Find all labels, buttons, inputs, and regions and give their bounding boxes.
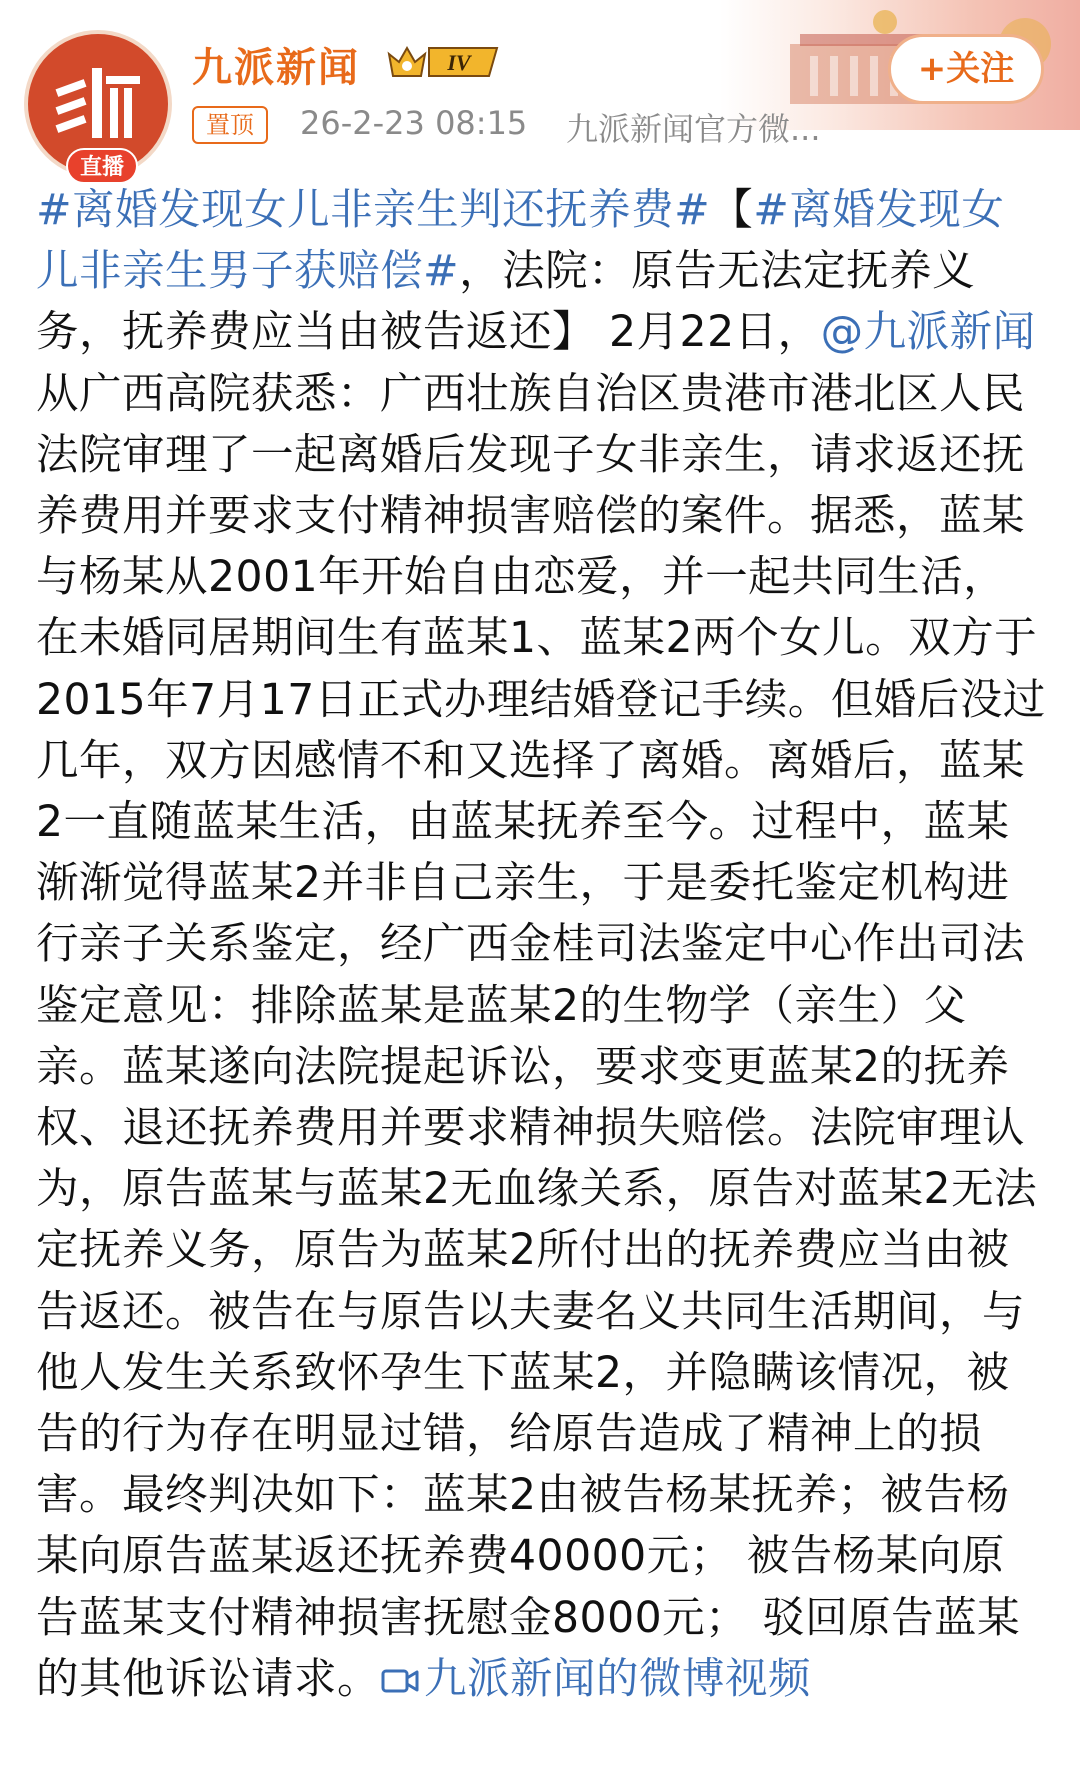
follow-button[interactable]: +关注 (888, 34, 1044, 104)
live-badge: 直播 (66, 148, 138, 184)
hashtag-link[interactable]: #离婚发现女儿非亲生男子获赔偿# (36, 186, 1005, 297)
post-text-segment: 【 (710, 186, 754, 235)
post-text-segment: ，法院：原告无法定抚养义务，抚养费应当由被告返还】 2月22日， (36, 247, 976, 358)
post-header (0, 0, 1080, 180)
pinned-tag: 置顶 (192, 106, 268, 144)
crown-icon (385, 40, 503, 82)
author-name[interactable]: 九派新闻 (192, 45, 360, 91)
vip-level-text: IV (447, 50, 471, 75)
hashtag-link[interactable]: #离婚发现女儿非亲生判还抚养费# (36, 186, 711, 235)
video-icon (380, 1665, 420, 1697)
avatar-logo-icon (48, 54, 148, 154)
mention-link[interactable]: @九派新闻 (820, 308, 1036, 358)
post-source[interactable]: 九派新闻官方微... (566, 110, 821, 148)
video-link[interactable] (380, 1655, 811, 1704)
avatar[interactable] (24, 30, 179, 185)
post-content (36, 180, 1046, 1710)
video-link-label: 九派新闻的微博视频 (424, 1654, 812, 1704)
post-timestamp: 26-2-23 08:15 (300, 104, 528, 142)
post-text-segment: 从广西高院获悉：广西壮族自治区贵港市港北区人民法院审理了一起离婚后发现子女非亲生，请求返还抚养费用并要求支付精神损害赔偿的案件。据悉，蓝某与杨某从2001年开始自由恋爱，并一起共同生活，在未婚同居期间生有蓝某1、蓝某2两个女儿。双方于2015年7月17日正式办理结婚登记手续。但婚后没过几年，双方因感情不和又选择了离婚。离婚后，蓝某2一直随蓝某生活，由蓝某抚养至今。过程中，蓝某渐渐觉得蓝某2并非自己亲生，于是委托鉴定机构进行亲子关系鉴定，经广西金桂司法鉴定中心作出司法鉴定意见：排除蓝某是蓝某2的生物学（亲生）父亲。蓝某遂向法院提起诉讼，要求变更蓝某2的抚养权、退还抚养费用并要求精神损失赔偿。法院审理认为，原告蓝某与蓝某2无血缘关系，原告对蓝某2无法定抚养义务，原告为蓝某2所付出的抚养费应当由被告返还。被告在与原告以夫妻名义共同生活期间，与他人发生关系致怀孕生下蓝某2，并隐瞒该情况，被告的行为存在明显过错，给原告造成了精神上的损害。最终判决如下：蓝某2由被告杨某抚养；被告杨某向原告蓝某返还抚养费40000元； 被告杨某向原告蓝某支付精神损害抚慰金8000元； 驳回原告蓝某的其他诉讼请求。 (36, 369, 1046, 1704)
